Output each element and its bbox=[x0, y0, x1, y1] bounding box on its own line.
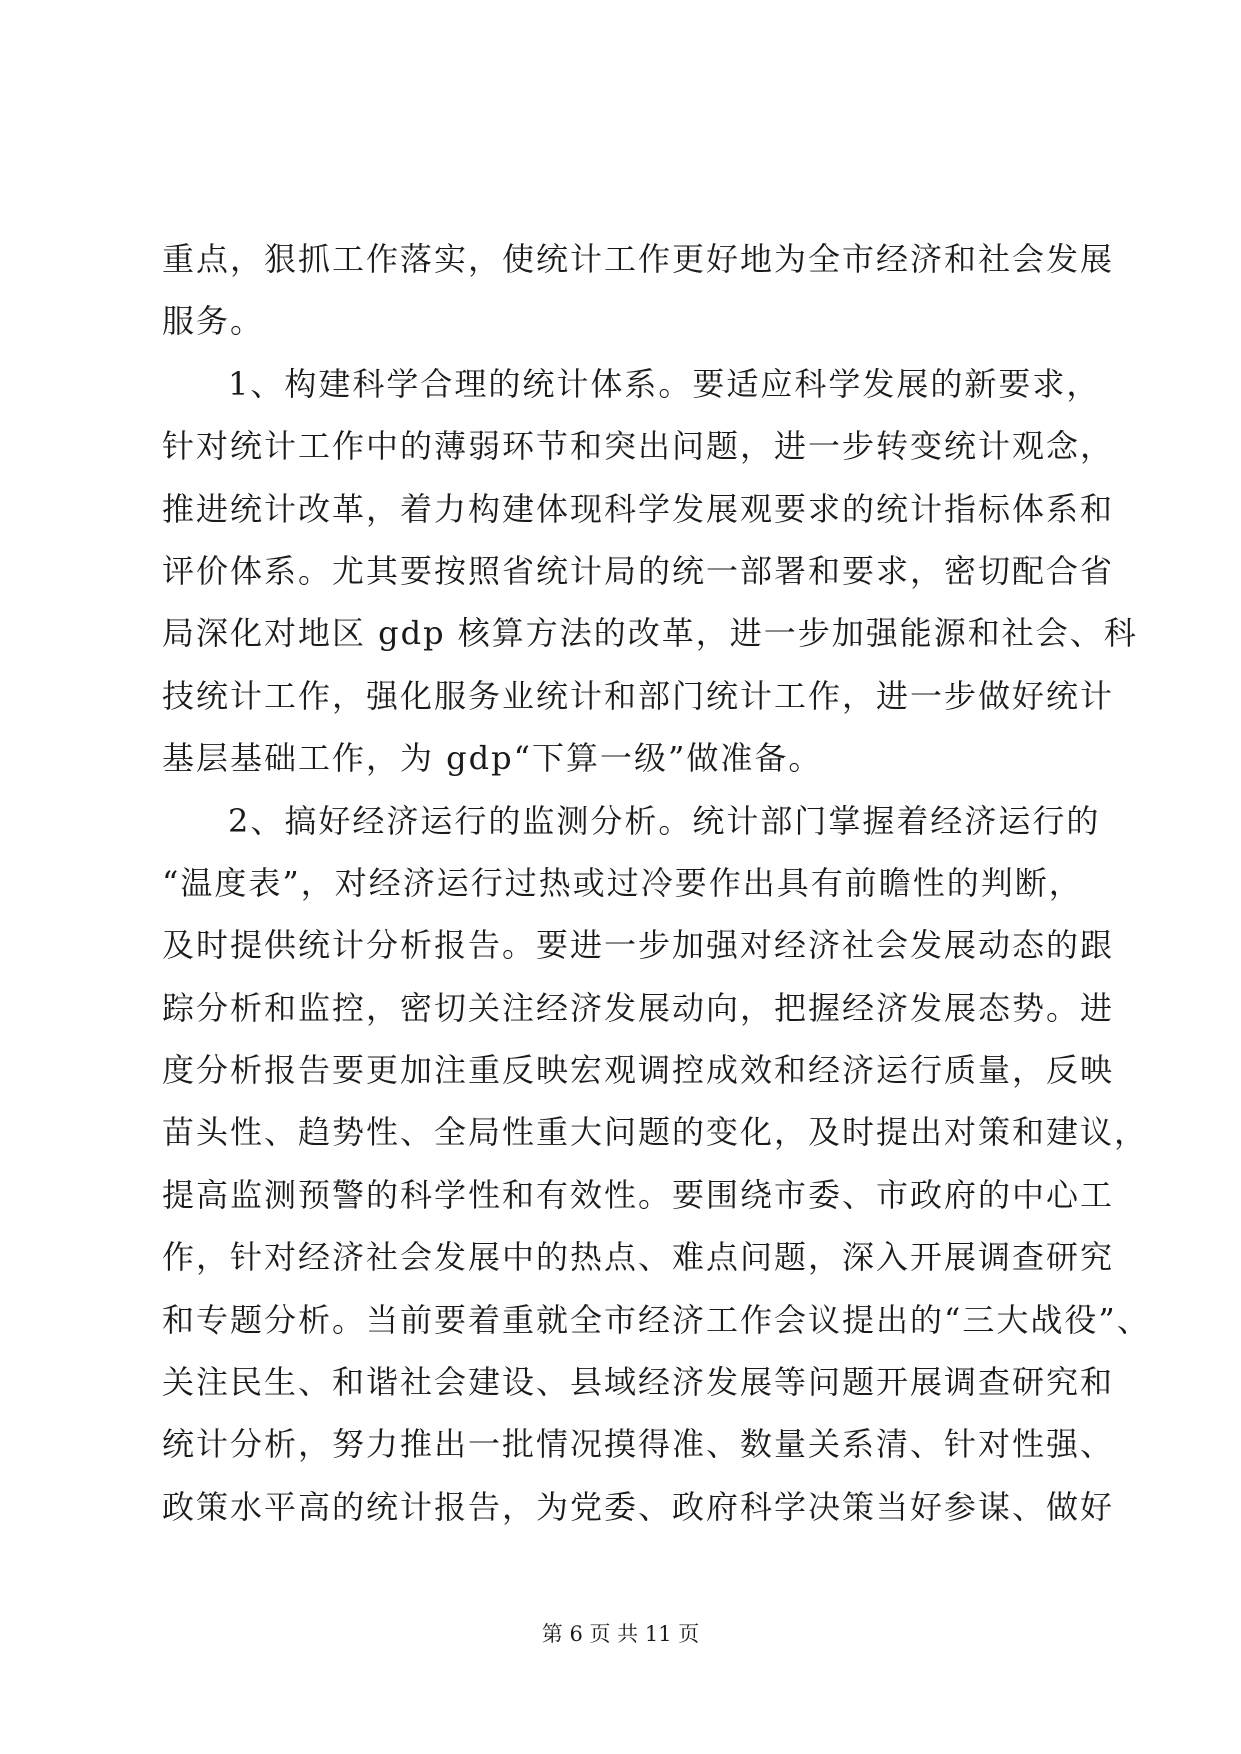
text-line: 苗头性、趋势性、全局性重大问题的变化，及时提出对策和建议， bbox=[162, 1113, 1149, 1152]
text-line: 提高监测预警的科学性和有效性。要围绕市委、市政府的中心工 bbox=[162, 1175, 1115, 1214]
text-line: 踪分析和监控，密切关注经济发展动向，把握经济发展态势。进 bbox=[162, 988, 1115, 1027]
text-line: 技统计工作，强化服务业统计和部门统计工作，进一步做好统计 bbox=[162, 676, 1115, 715]
text-line: 政策水平高的统计报告，为党委、政府科学决策当好参谋、做好 bbox=[162, 1487, 1115, 1526]
text-line: 推进统计改革，着力构建体现科学发展观要求的统计指标体系和 bbox=[162, 489, 1115, 528]
text-line: 局深化对地区 gdp 核算方法的改革，进一步加强能源和社会、科 bbox=[162, 614, 1138, 653]
text-line: 针对统计工作中的薄弱环节和突出问题，进一步转变统计观念， bbox=[162, 427, 1115, 466]
text-line: “温度表”，对经济运行过热或过冷要作出具有前瞻性的判断， bbox=[162, 863, 1083, 902]
paragraph-first-line: 2、搞好经济运行的监测分析。统计部门掌握着经济运行的 bbox=[228, 801, 1101, 840]
text-line: 基层基础工作，为 gdp“下算一级”做准备。 bbox=[162, 739, 823, 778]
text-line: 及时提供统计分析报告。要进一步加强对经济社会发展动态的跟 bbox=[162, 926, 1115, 965]
text-line: 统计分析，努力推出一批情况摸得准、数量关系清、针对性强、 bbox=[162, 1425, 1115, 1464]
paragraph-first-line: 1、构建科学合理的统计体系。要适应科学发展的新要求， bbox=[228, 364, 1101, 403]
text-line: 和专题分析。当前要着重就全市经济工作会议提出的“三大战役”、 bbox=[162, 1300, 1151, 1339]
text-line: 评价体系。尤其要按照省统计局的统一部署和要求，密切配合省 bbox=[162, 551, 1115, 590]
text-line: 度分析报告要更加注重反映宏观调控成效和经济运行质量，反映 bbox=[162, 1051, 1115, 1090]
text-line: 关注民生、和谐社会建设、县域经济发展等问题开展调查研究和 bbox=[162, 1363, 1115, 1402]
text-line: 重点，狠抓工作落实，使统计工作更好地为全市经济和社会发展 bbox=[162, 240, 1115, 278]
document-body bbox=[162, 228, 1151, 1538]
text-line: 作，针对经济社会发展中的热点、难点问题，深入开展调查研究 bbox=[162, 1238, 1115, 1277]
text-line: 服务。 bbox=[162, 302, 265, 341]
page-number-footer: 第 6 页 共 11 页 bbox=[541, 1622, 700, 1646]
